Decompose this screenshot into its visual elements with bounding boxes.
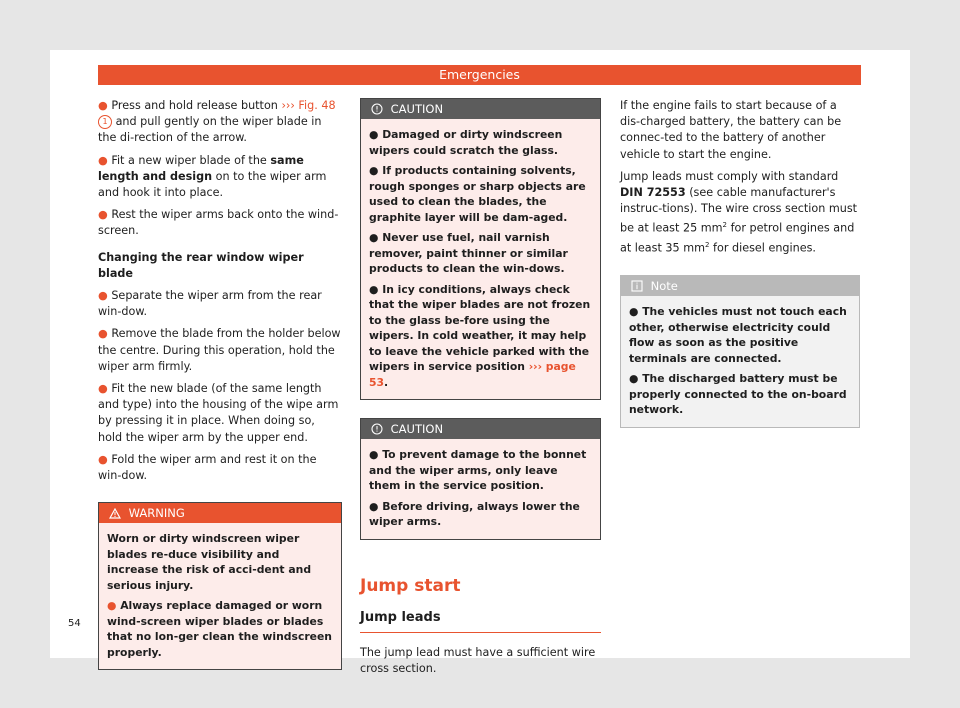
list-item: ● Press and hold release button ››› Fig. 48 1 and pull gently on the wiper blade in the di-rection of the arrow. (98, 99, 336, 145)
caution-icon (371, 423, 383, 435)
warning-header: WARNING (99, 503, 341, 523)
column-middle (360, 98, 601, 683)
list-item: ● If products containing solvents, rough sponges or sharp objects are used to clean the blades, the graphite layer will be dam-aged. (369, 164, 586, 224)
caution-body (361, 439, 600, 539)
list-item: ● Remove the blade from the holder below the centre. During this operation, hold the wiper arm firmly. (98, 327, 341, 373)
list-item: ● Before driving, always lower the wiper arms. (369, 499, 580, 528)
list-item: ● Never use fuel, nail varnish remover, paint thinner or similar products to clean the win-dows. (369, 231, 568, 275)
section-title-jump-start: Jump start (360, 575, 461, 596)
info-icon (631, 280, 643, 292)
callout-number: 1 (98, 115, 112, 129)
warning-body: Worn or dirty windscreen wiper blades re-duce visibility and increase the risk of acci-dent and serious injury. ● Always replace damaged or worn wind-screen wiper blades or blades that no lon-ger clean the windscreen properly. (107, 532, 332, 659)
section-title: Emergencies (439, 67, 520, 82)
subsection-title-jump-leads: Jump leads (360, 610, 601, 633)
page-number: 54 (68, 618, 81, 629)
list-item: ● Fit the new blade (of the same length and type) into the housing of the wipe arm by pressing it in place. When doing so, hold the wiper arm by the upper end. (98, 382, 339, 444)
caution-header: CAUTION (361, 99, 600, 119)
note-body (621, 296, 859, 427)
list-item: ● The discharged battery must be properly connected to the on-board network. (629, 372, 847, 417)
paragraph: The jump lead must have a sufficient wire cross section. (360, 645, 596, 676)
list-item: ● Fold the wiper arm and rest it on the win-dow. (98, 452, 317, 483)
bullet-icon: ● (98, 289, 108, 303)
manual-page (50, 50, 910, 676)
bullet-icon: ● (98, 208, 108, 222)
subheading: Changing the rear window wiper blade (98, 250, 304, 280)
bullet-icon: ● (98, 99, 108, 112)
warning-triangle-icon (109, 508, 121, 519)
caution-header: CAUTION (361, 419, 600, 439)
caution-icon (371, 103, 383, 115)
section-header (98, 65, 861, 85)
list-item: ● To prevent damage to the bonnet and the wiper arms, only leave them in the service position. (369, 448, 587, 492)
list-item: ● Fit a new wiper blade of the same length and design on to the wiper arm and hook it into place. (98, 153, 327, 200)
bullet-icon: ● (98, 153, 108, 167)
list-item: ● Damaged or dirty windscreen wipers could scratch the glass. (369, 128, 563, 157)
bullet-icon: ● (98, 382, 108, 396)
list-item: ● The vehicles must not touch each other, otherwise electricity could flow as soon as the positive terminals are connected. (629, 305, 847, 365)
note-box (620, 275, 860, 428)
column-right (620, 98, 860, 428)
column-left (98, 98, 342, 670)
note-header: Note (621, 276, 859, 296)
figure-reference-link[interactable]: ››› Fig. 48 (281, 99, 336, 112)
paragraph: Jump leads must comply with standard DIN 72553 (see cable manufacturer's instruc-tions). The wire cross section must be at least 25 $mm^2$ for petrol engines and at least 35 $mm^2$ for diesel engines. (620, 169, 858, 256)
paragraph: If the engine fails to start because of a dis-charged battery, the battery can be connec-ted to the battery of another vehicle to start the engine. (620, 99, 842, 161)
list-item: ● Rest the wiper arms back onto the wind-screen. (98, 208, 339, 238)
caution-box (360, 418, 601, 540)
page-reference-link[interactable]: ››› page 53 (369, 360, 576, 389)
list-item: ● In icy conditions, always check that the wiper blades are not frozen to the glass be-fore using the wipers. In cold weather, it may help to leave the vehicle parked with the wipers in service position ››› page 53. (369, 282, 591, 389)
list-item: ● Separate the wiper arm from the rear win-dow. (98, 289, 322, 319)
bullet-icon: ● (98, 327, 108, 341)
warning-box (98, 502, 342, 670)
list-item: ● Always replace damaged or worn wind-screen wiper blades or blades that no lon-ger clean the windscreen properly. (107, 599, 332, 659)
caution-body (361, 119, 600, 399)
caution-box (360, 98, 601, 400)
bullet-icon: ● (98, 452, 108, 466)
bullet-icon: ● (107, 599, 117, 613)
